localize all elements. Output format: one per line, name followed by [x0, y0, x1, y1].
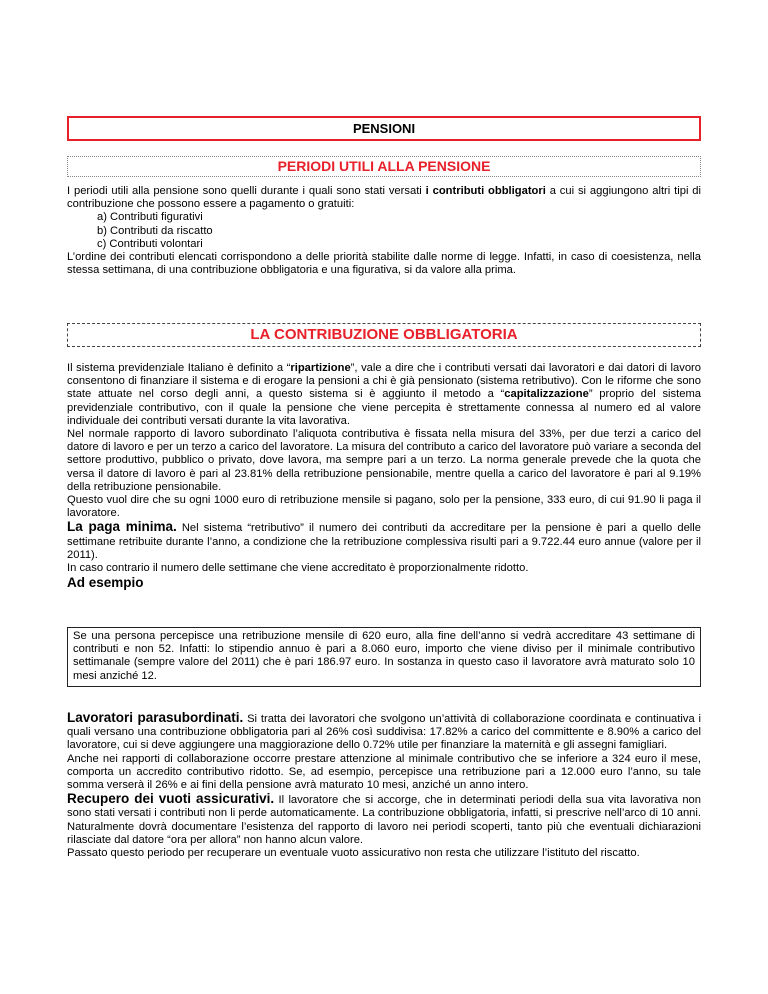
paragraph-ripartizione: [67, 362, 701, 428]
example-box: [67, 627, 701, 687]
list-item: b) Contributi da riscatto: [97, 224, 213, 237]
closing-paragraph: L’ordine dei contributi elencati corrispondono a delle priorità stabilite dalle norme di legge. Infatti, in caso di coesistenza, nella stessa settimana, di una contribuzione obbligatoria e una figurativa, si da valore alla prima.: [67, 251, 701, 277]
intro-paragraph: [67, 185, 701, 211]
example-text: Se una persona percepisce una retribuzione mensile di 620 euro, alla fine dell’anno si vedrà accreditare 43 settimane di contributi e non 52. Infatti: lo stipendio annuo è pari a 8.060 euro, importo che viene diviso per il minimale contributivo settimanale (sempre valore del 2011) che è pari 186.97 euro. In sostanza in questo caso il lavoratore avrà maturato solo 10 mesi anziché 12.: [73, 630, 695, 682]
paragraph-riscatto: Passato questo periodo per recuperare un eventuale vuoto assicurativo non resta che utilizzare l’istituto del riscatto.: [67, 847, 640, 860]
bold-ripartizione: ripartizione: [290, 362, 351, 374]
text: Il lavoratore che si accorge, che in determinati periodi della sua vita lavorativa non sono stati versati i contributi non li perde automaticamente. La contribuzione obbligatoria, infatti, si prescrive nell’arco di 10 anni. Naturalmente dovrà documentare l’esistenza del rapporto di lavoro nei periodi scoperti, tanto più che eventuali dichiarazioni rilasciate dal datore “ora per allora” non hanno alcun valore.: [67, 794, 701, 846]
paragraph-mille-euro: Questo vuol dire che su ogni 1000 euro di retribuzione mensile si pagano, solo per la pensione, 333 euro, di cui 91.90 li paga il lavoratore.: [67, 494, 701, 520]
paragraph-parasubordinati: [67, 711, 701, 753]
paragraph-aliquota: Nel normale rapporto di lavoro subordinato l’aliquota contributiva è fissata nella misura del 33%, per due terzi a carico del datore di lavoro e per un terzo a carico del lavoratore. La misura del contributo a carico del lavoratore può variare a seconda del settore produttivo, pubblico o privato, dove lavora, ma sempre pari a un terzo. La norma generale prevede che la quota che versa il datore di lavoro è pari al 23.81% della retribuzione pensionabile, mentre quella a carico del lavoratore è pari al 9.19% della retribuzione pensionabile.: [67, 428, 701, 493]
text: ”, vale a dire che i contributi versati dai lavoratori e dai datori di lavoro consentono di finanziare il sistema e di erogare la pensioni a chi è già pensionato (sistema retributivo). Con le riforme che sono state attuate nel corso degli anni, a questo sistema si è aggiunto il metodo a “: [67, 362, 702, 401]
example-label-line: [67, 576, 701, 591]
section-contribuzione-body: [67, 362, 701, 591]
parasubordinati-label: Lavoratori parasubordinati.: [67, 710, 244, 725]
intro-text-end: a cui si aggiungono altri tipi di contribuzione che possono essere a pagamento o gratuiti:: [67, 185, 701, 211]
list-item: c) Contributi volontari: [97, 237, 203, 250]
intro-text: I periodi utili alla pensione sono quelli durante i quali sono stati versati: [67, 185, 426, 197]
contribution-list: [67, 211, 701, 251]
text: Si tratta dei lavoratori che svolgono un’attività di collaborazione coordinata e continuativa i quali versano una contribuzione obbligatoria pari al 26% così suddivisa: 17.82% a carico del committente e 8.90% a carico del lavoratore, cui si deve aggiungere una maggiorazione dello 0.72% utile per finanziare la maternità e gli assegni famigliari.: [67, 713, 701, 752]
section-heading-periodi: PERIODI UTILI ALLA PENSIONE: [67, 156, 701, 177]
example-label: Ad esempio: [67, 575, 144, 591]
section-parasubordinati: [67, 711, 701, 860]
paragraph-caso-contrario: In caso contrario il numero delle settimane che viene accreditato è proporzionalmente ridotto.: [67, 562, 529, 575]
intro-bold: i contributi obbligatori: [425, 185, 546, 197]
text: Nel sistema “retributivo” il numero dei contributi da accreditare per la pensione è pari a quello delle settimane retribuite durante l’anno, a condizione che la retribuzione complessiva risulti pari a 9.722.44 euro annue (valore per il 2011).: [67, 522, 701, 561]
recupero-label: Recupero dei vuoti assicurativi.: [67, 791, 275, 807]
list-item: a) Contributi figurativi: [97, 211, 203, 224]
section-periodi-body: [67, 185, 701, 277]
text: Il sistema previdenziale Italiano è definito a “: [67, 362, 291, 374]
section-heading-contribuzione: LA CONTRIBUZIONE OBBLIGATORIA: [67, 323, 701, 347]
page-title: PENSIONI: [67, 116, 701, 141]
paragraph-collaborazione: Anche nei rapporti di collaborazione occorre prestare attenzione al minimale contributivo che se inferiore a 324 euro il mese, comporta un accredito contributivo ridotto. Se, ad esempio, percepisce una retribuzione pari a 12.000 euro l’anno, su tale somma verserà il 26% e ai fini della pensione avrà maturato 10 mesi, anziché un anno intero.: [67, 752, 701, 792]
bold-capitalizzazione: capitalizzazione: [504, 388, 589, 401]
paragraph-paga-minima: [67, 520, 701, 562]
paragraph-recupero: [67, 792, 701, 847]
paga-minima-label: La paga minima.: [67, 519, 177, 535]
text: ” proprio del sistema previdenziale contributivo, con il quale la pensione che viene percepita è strettamente connessa al numero ed al valore individuale dei contributi versati durante la vita lavorativa.: [67, 388, 701, 427]
